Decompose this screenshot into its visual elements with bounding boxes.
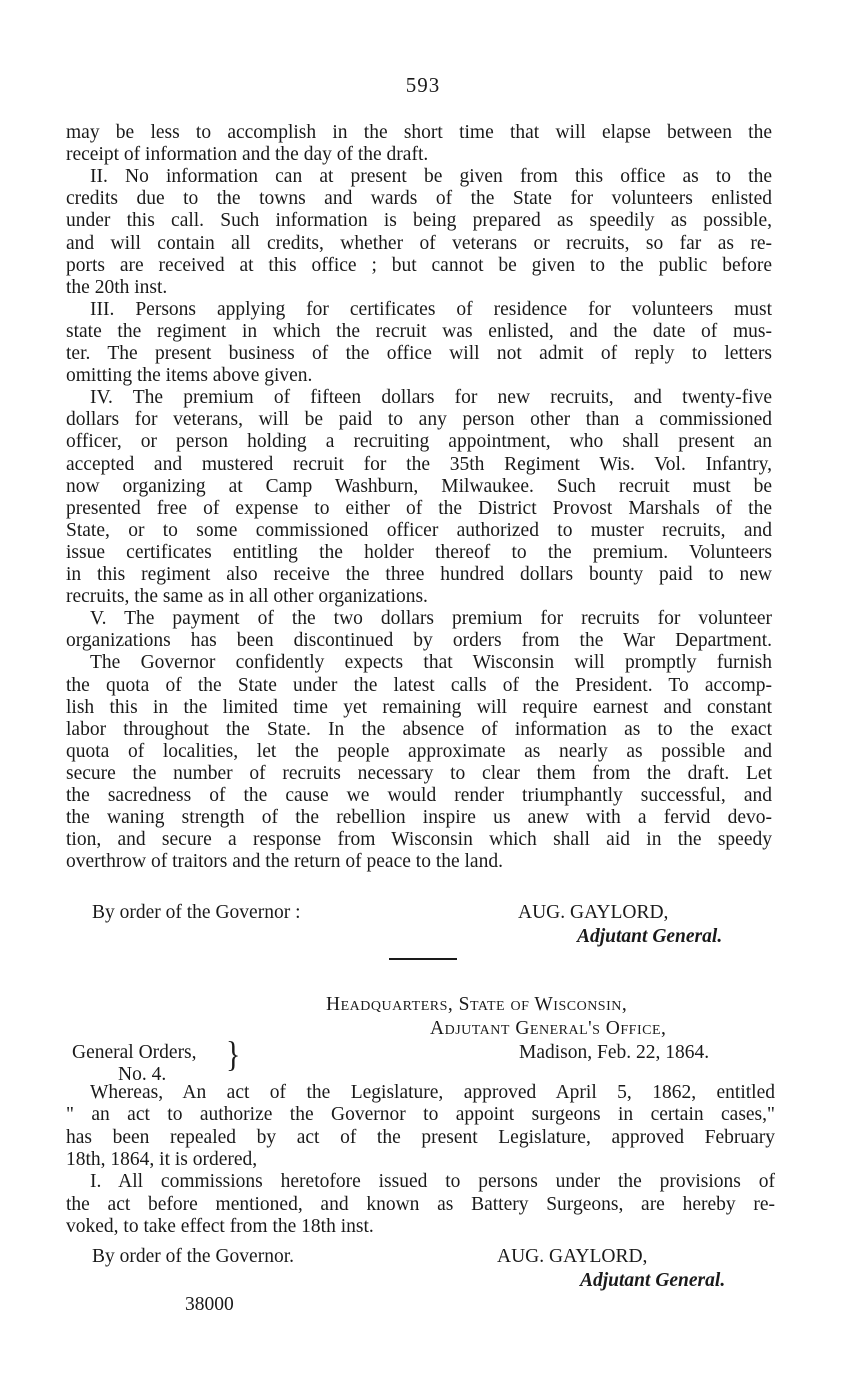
text-line: ter. The present business of the office will not admit of reply to letters [66,343,772,364]
office-line: Adjutant General's Office, [430,1018,667,1039]
text-line: recruits, the same as in all other organizations. [66,586,428,608]
text-line: omitting the items above given. [66,365,313,387]
text-line: V. The payment of the two dollars premium for recruits for volunteer [90,608,772,630]
brace-mark: } [226,1034,241,1075]
text-line: officer, or person holding a recruiting appointment, who shall present an [66,431,772,453]
text-line: state the regiment in which the recruit was enlisted, and the date of mus- [66,320,772,342]
text-line: 18th, 1864, it is ordered, [66,1148,258,1170]
signature-by-order: By order of the Governor : [92,902,301,923]
text-line: ports are received at this office ; but cannot be given to the public before [66,254,772,276]
general-orders-label: General Orders, [72,1042,197,1063]
signature-title: Adjutant General. [577,926,723,947]
text-line: State, or to some commissioned officer authorized to muster recruits, and [66,519,772,541]
text-line: quota of localities, let the people approximate as nearly as possible and [66,740,772,762]
text-line: the act before mentioned, and known as Battery Surgeons, are hereby re- [66,1193,775,1215]
text-line: III. Persons applying for certificates of residence for volunteers must [90,298,772,320]
text-line: the sacredness of the cause we would render triumphantly successful, and [66,785,772,806]
text-line: has been repealed by act of the present Legislature, approved February [66,1126,775,1148]
text-line: credits due to the towns and wards of the State for volunteers enlisted [66,188,772,210]
place-date: Madison, Feb. 22, 1864. [519,1042,710,1063]
text-line: " an act to authorize the Governor to appoint surgeons in certain cases," [66,1104,775,1126]
text-line: may be less to accomplish in the short time that will elapse between the [66,122,772,143]
text-line: voked, to take effect from the 18th inst. [66,1215,374,1237]
text-line: tion, and secure a response from Wisconsin which shall aid in the speedy [66,829,772,851]
text-line: dollars for veterans, will be paid to any person other than a commissioned [66,409,772,431]
text-line: presented free of expense to either of the District Provost Marshals of the [66,497,772,519]
text-line: in this regiment also receive the three hundred dollars bounty paid to new [66,564,772,585]
section-divider [389,958,457,960]
text-line: the quota of the State under the latest calls of the President. To accomp- [66,674,772,696]
text-line: The Governor confidently expects that Wisconsin will promptly furnish [90,652,772,674]
text-line: IV. The premium of fifteen dollars for new recruits, and twenty-five [90,387,772,409]
text-line: receipt of information and the day of the draft. [66,144,429,166]
text-line: organizations has been discontinued by orders from the War Department. [66,630,772,652]
text-line: under this call. Such information is being prepared as speedily as possible, [66,210,772,232]
text-line: I. All commissions heretofore issued to persons under the provisions of [90,1171,775,1193]
signature-name-2: AUG. GAYLORD, [497,1246,648,1267]
text-line: II. No information can at present be given from this office as to the [90,166,772,188]
order-number: No. 4. [118,1064,167,1085]
text-line: issue certificates entitling the holder thereof to the premium. Volunteers [66,541,772,563]
text-line: lish this in the limited time yet remaining will require earnest and constant [66,696,772,718]
page-number: 593 [405,73,441,97]
footer-mark: 38000 [185,1294,234,1315]
signature-name: AUG. GAYLORD, [518,902,669,923]
text-line: secure the number of recruits necessary to clear them from the draft. Let [66,762,772,784]
text-line: overthrow of traitors and the return of peace to the land. [66,851,503,873]
text-line: the waning strength of the rebellion inspire us anew with a fervid devo- [66,807,772,829]
text-line: Whereas, An act of the Legislature, approved April 5, 1862, entitled [90,1082,775,1103]
headquarters-line: Headquarters, State of Wisconsin, [326,994,628,1015]
signature-by-order-2: By order of the Governor. [92,1246,294,1267]
text-line: accepted and mustered recruit for the 35th Regiment Wis. Vol. Infantry, [66,453,772,475]
signature-title-2: Adjutant General. [580,1270,726,1291]
text-line: labor throughout the State. In the absence of information as to the exact [66,718,772,740]
text-line: now organizing at Camp Washburn, Milwaukee. Such recruit must be [66,475,772,497]
text-line: and will contain all credits, whether of veterans or recruits, so far as re- [66,232,772,254]
text-line: the 20th inst. [66,276,168,298]
